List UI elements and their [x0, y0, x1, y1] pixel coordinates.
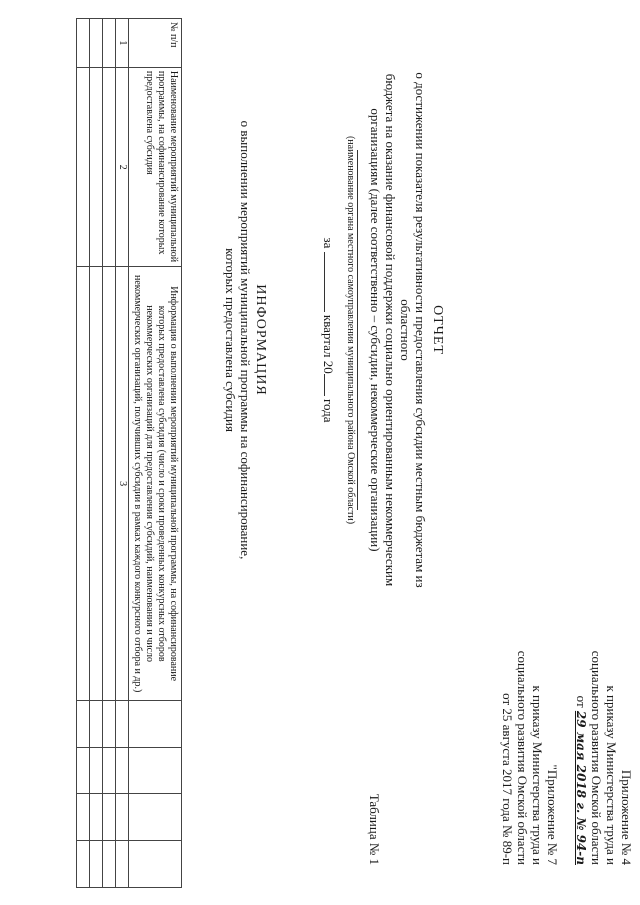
table-number-label: Таблица № 1 [367, 793, 382, 865]
report-line1: о достижении показателя результативности предоставления субсидии местным бюджетам из областного [398, 72, 428, 588]
appendix-new-date-prefix: от [574, 695, 589, 708]
appendix-old-block [500, 505, 560, 865]
table-row [103, 19, 116, 888]
table-cell [77, 841, 90, 888]
column-number-3: 3 [116, 267, 129, 700]
table-cell [90, 747, 103, 794]
header-activity-name: Наименование мероприятий муниципальной программы, на софинансирование которых предоставлена субсидия [129, 67, 182, 267]
table-cell [103, 841, 116, 888]
table-cell [90, 841, 103, 888]
handwritten-date: 29 мая 2018 г. № 94-п [574, 710, 588, 865]
header-number: № п/п [129, 19, 182, 68]
period-suffix: года [321, 398, 336, 423]
program-activities-table [76, 18, 182, 888]
period-quarter: квартал 20 [321, 314, 336, 374]
table-cell [77, 700, 90, 747]
report-line2: бюджета на оказание финансовой поддержки социально ориентированным некоммерческим [383, 73, 398, 587]
header-empty-col4 [129, 700, 182, 747]
table-cell [77, 67, 90, 267]
appendix-old-line2: к приказу Министерства труда и [530, 685, 545, 865]
column-number-1: 1 [116, 19, 129, 68]
header-activity-info: Информация о выполнении мероприятий муниципальной программы, на софинансирование которых предоставлена субсидия (число и сроки проведенных конкурсных отборов некоммерческих организаций для предоставления субсидий, наименования и число некоммерческих организаций, получивших субсидии в рамках каждого конкурсного отбора и др.) [129, 267, 182, 700]
year-blank [324, 374, 335, 396]
column-number-4 [116, 700, 129, 747]
column-number-2: 2 [116, 67, 129, 267]
table-cell [90, 19, 103, 68]
authority-name-caption: (наименование органа местного самоуправления муниципального района Омской области) [345, 135, 356, 525]
header-empty-col6 [129, 794, 182, 841]
info-title: ИНФОРМАЦИЯ [253, 284, 268, 396]
report-title: ОТЧЕТ [430, 305, 445, 355]
report-line3: организациям (далее соответственно – субсидии, некоммерческие организации) [368, 108, 383, 552]
appendix-new-date [573, 505, 589, 865]
table-header-row [129, 19, 182, 888]
appendix-old-line1: "Приложение № 7 [545, 764, 560, 865]
table-cell [77, 267, 90, 700]
column-number-row [116, 19, 129, 888]
table-cell [103, 747, 116, 794]
table-cell [90, 67, 103, 267]
report-heading [321, 70, 445, 590]
table-cell [90, 794, 103, 841]
table-cell [103, 19, 116, 68]
table-cell [103, 67, 116, 267]
table-cell [90, 700, 103, 747]
table-cell [77, 747, 90, 794]
appendix-new-line1: Приложение № 4 [619, 769, 634, 865]
table-cell [90, 267, 103, 700]
table-cell [77, 19, 90, 68]
header-empty-col5 [129, 747, 182, 794]
info-heading [223, 90, 268, 590]
table-cell [103, 700, 116, 747]
table-row [90, 19, 103, 888]
info-line2: которых предоставлена субсидия [223, 248, 238, 432]
header-empty-col7 [129, 841, 182, 888]
table-row [77, 19, 90, 888]
report-period [321, 70, 336, 590]
authority-name-blank [357, 150, 358, 510]
period-prefix: за [321, 237, 336, 249]
table-cell [103, 267, 116, 700]
column-number-7 [116, 841, 129, 888]
appendix-new-line2: к приказу Министерства труда и [604, 685, 619, 865]
appendix-old-line3: социального развития Омской области [515, 650, 530, 865]
column-number-5 [116, 747, 129, 794]
quarter-blank [324, 252, 335, 312]
appendix-new-block [573, 505, 634, 865]
appendix-new-line3: социального развития Омской области [589, 650, 604, 865]
table-cell [77, 794, 90, 841]
info-line1: о выполнении мероприятий муниципальной программы на софинансирование, [238, 120, 253, 560]
table-cell [103, 794, 116, 841]
column-number-6 [116, 794, 129, 841]
appendix-old-line4: от 25 августа 2017 года № 89-п [500, 693, 515, 865]
